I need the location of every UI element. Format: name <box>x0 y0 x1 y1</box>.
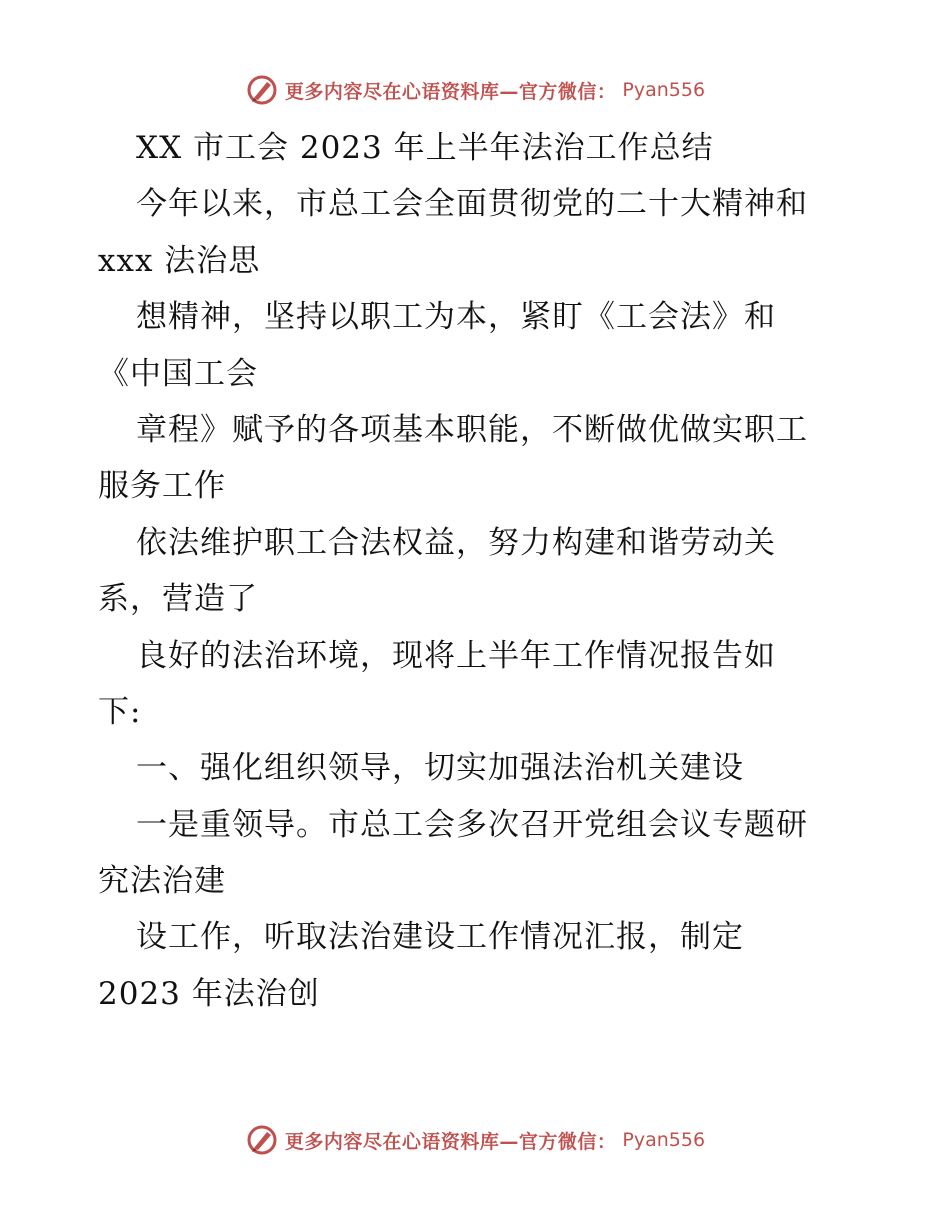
text-line: 系，营造了 <box>98 581 258 618</box>
text-line: 章程》赋予的各项基本职能，不断做优做实职工 <box>136 411 808 448</box>
text-line: 2023 年法治创 <box>98 975 320 1012</box>
header-watermark <box>0 72 950 108</box>
text-line: 下: <box>98 693 142 730</box>
text-line: 良好的法治环境，现将上半年工作情况报告如 <box>136 637 776 674</box>
text-line: 今年以来，市总工会全面贯彻党的二十大精神和 <box>136 186 808 223</box>
section-heading: 一、强化组织领导，切实加强法治机关建设 <box>136 750 744 787</box>
watermark-text: 更多内容尽在心语资料库—官方微信： <box>284 1130 617 1153</box>
pen-logo-icon <box>245 1123 279 1157</box>
text-line: 服务工作 <box>98 468 226 505</box>
document-body <box>98 120 878 1022</box>
text-line: 设工作，听取法治建设工作情况汇报，制定 <box>136 919 744 956</box>
text-line: 依法维护职工合法权益，努力构建和谐劳动关 <box>136 524 776 561</box>
watermark-text: 更多内容尽在心语资料库—官方微信： <box>284 80 617 103</box>
text-line: 想精神，坚持以职工为本，紧盯《工会法》和 <box>136 299 776 336</box>
text-line: 一是重领导。市总工会多次召开党组会议专题研 <box>136 806 808 843</box>
watermark-wechat-id: Pyan556 <box>622 1129 706 1151</box>
text-line: 《中国工会 <box>98 355 258 392</box>
document-title: XX 市工会 2023 年上半年法治工作总结 <box>136 130 714 166</box>
footer-watermark <box>0 1122 950 1158</box>
pen-logo-icon <box>245 73 279 107</box>
text-line: xxx 法治思 <box>98 242 261 279</box>
watermark-wechat-id: Pyan556 <box>622 79 706 101</box>
text-line: 究法治建 <box>98 863 226 900</box>
